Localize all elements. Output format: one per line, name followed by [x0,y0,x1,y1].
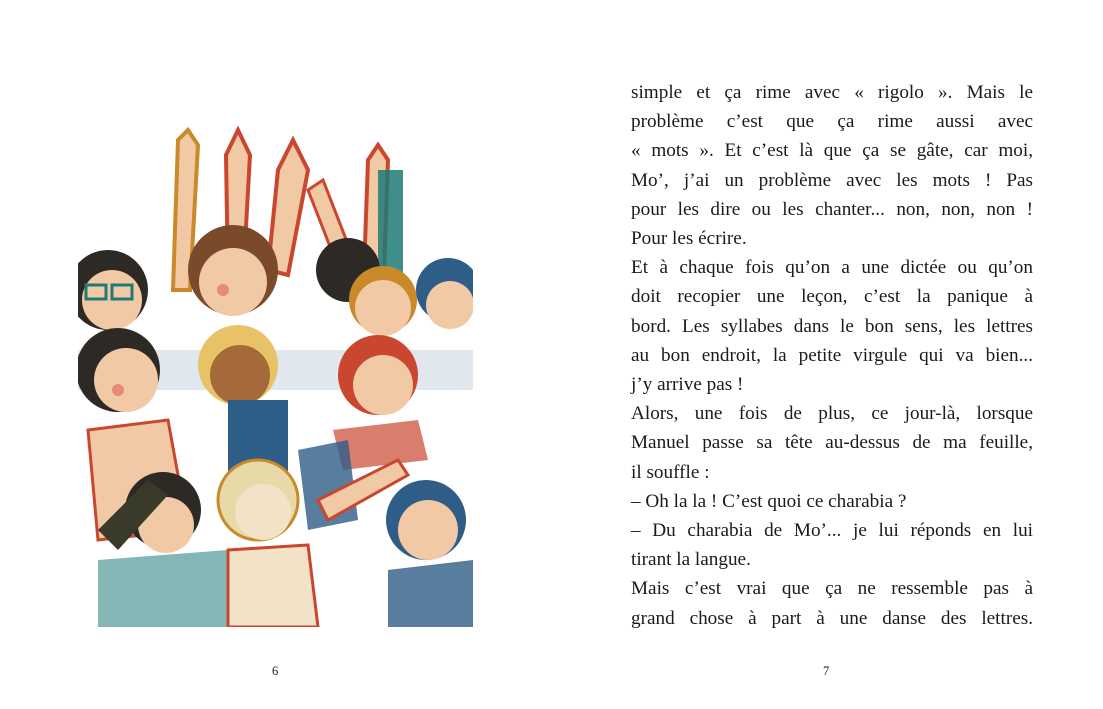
text-line: Et à chaque fois qu’on a une dictée ou qu’on [631,257,1033,279]
text-line: Manuel passe sa tête au-dessus de ma feuille, [631,432,1033,454]
page-number-right: 7 [823,664,830,678]
story-text [631,78,1033,633]
text-line: il souffle : [631,461,710,483]
text-line: pour les dire ou les chanter... non, non, non ! [631,198,1033,220]
text-line: – Du charabia de Mo’... je lui réponds en lui [631,520,1033,542]
text-line: problème c’est que ça rime aussi avec [631,111,1033,133]
text-line: j’y arrive pas ! [631,374,744,396]
crowd-of-children-raising-hands-image [78,100,473,627]
text-line: Pour les écrire. [631,228,747,250]
text-line: Mo’, j’ai un problème avec les mots ! Pas [631,169,1033,191]
children-illustration [78,100,473,627]
text-line: doit recopier une leçon, c’est la panique à [631,286,1033,308]
text-line: – Oh la la ! C’est quoi ce charabia ? [631,490,907,512]
text-line: au bon endroit, la petite virgule qui va bien... [631,344,1033,366]
text-line: grand chose à part à une danse des lettres. [631,607,1033,629]
text-line: tirant la langue. [631,549,751,571]
text-line: Alors, une fois de plus, ce jour-là, lorsque [631,403,1033,425]
page-number-left: 6 [272,664,279,678]
right-page [551,0,1103,709]
left-page [0,0,551,709]
text-line: Mais c’est vrai que ça ne ressemble pas à [631,578,1033,600]
text-line: bord. Les syllabes dans le bon sens, les lettres [631,315,1033,337]
text-line: « mots ». Et c’est là que ça se gâte, car moi, [631,140,1033,162]
text-line: simple et ça rime avec « rigolo ». Mais le [631,82,1033,103]
